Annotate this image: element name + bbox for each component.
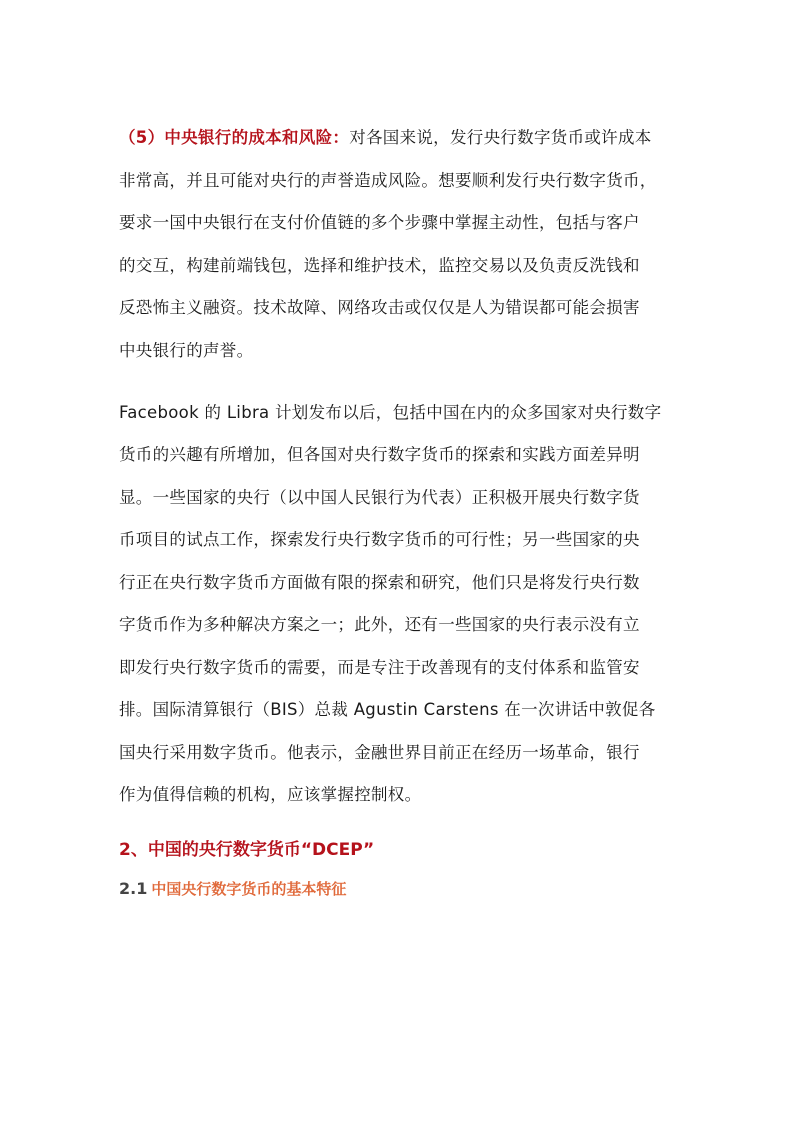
subsection-heading [119, 878, 346, 899]
section5-line-4: 的交互，构建前端钱包，选择和维护技术，监控交易以及负责反洗钱和 [119, 256, 640, 275]
paragraph2-line-4: 币项目的试点工作，探索发行央行数字货币的可行性；另一些国家的央 [119, 530, 640, 549]
section5-line-2: 非常高，并且可能对央行的声誉造成风险。想要顺利发行央行数字货币， [119, 171, 657, 190]
section5-line-3: 要求一国中央银行在支付价值链的多个步骤中掌握主动性，包括与客户 [119, 213, 640, 232]
section5-line-6: 中央银行的声誉。 [119, 341, 254, 360]
paragraph2-line-1: Facebook 的 Libra 计划发布以后，包括中国在内的众多国家对央行数字 [119, 403, 662, 422]
section-heading-dcep: 2、中国的央行数字货币“DCEP” [119, 840, 375, 860]
paragraph2-line-6: 字货币作为多种解决方案之一；此外，还有一些国家的央行表示没有立 [119, 615, 640, 634]
paragraph2-line-5: 行正在央行数字货币方面做有限的探索和研究，他们只是将发行央行数 [119, 573, 640, 592]
paragraph2-line-8: 排。国际清算银行（BIS）总裁 Agustin Carstens 在一次讲话中敦促各 [119, 700, 656, 719]
subsection-title: 中国央行数字货币的基本特征 [151, 880, 347, 898]
section5-line-5: 反恐怖主义融资。技术故障、网络攻击或仅仅是人为错误都可能会损害 [119, 298, 640, 317]
subsection-number: 2.1 [119, 879, 148, 898]
paragraph2-line-7: 即发行央行数字货币的需要，而是专注于改善现有的支付体系和监管安 [119, 658, 640, 677]
section5-line-1-text: 对各国来说，发行央行数字货币或许成本 [349, 128, 652, 147]
paragraph2-line-9: 国央行采用数字货币。他表示，金融世界目前正在经历一场革命，银行 [119, 743, 640, 762]
paragraph2-line-2: 货币的兴趣有所增加，但各国对央行数字货币的探索和实践方面差异明 [119, 445, 640, 464]
paragraph2-line-10: 作为值得信赖的机构，应该掌握控制权。 [119, 785, 422, 804]
section5-heading: （5）中央银行的成本和风险： [119, 128, 350, 147]
section5-line-1 [119, 126, 652, 150]
paragraph2-line-3: 显。一些国家的央行（以中国人民银行为代表）正积极开展央行数字货 [119, 488, 640, 507]
